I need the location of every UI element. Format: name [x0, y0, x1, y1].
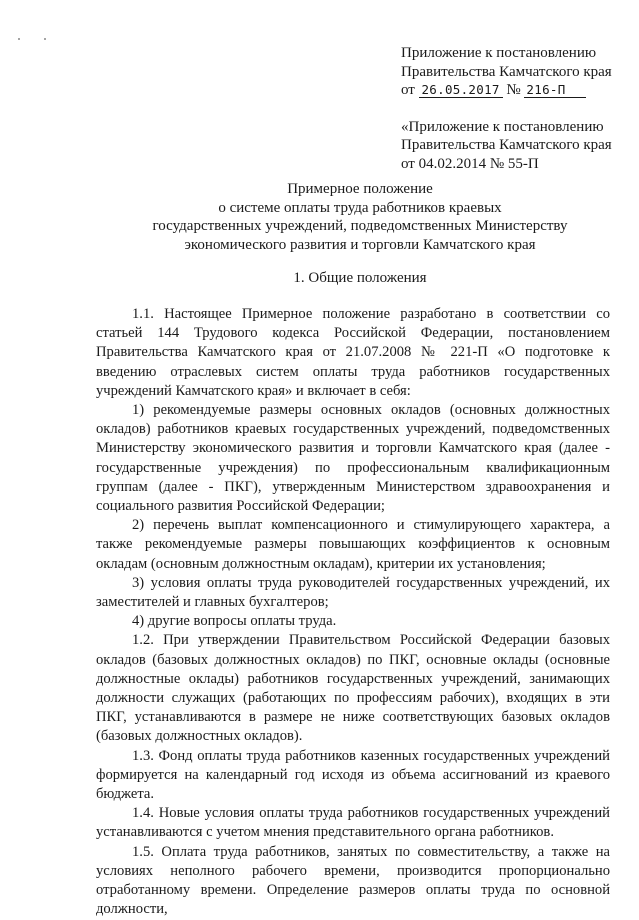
paragraph: 1.1. Настоящее Примерное положение разработано в соответствии со статьей 144 Трудового кодекса Российской Федерации, постановлением Правительства Камчатского края от 21.07.2008 № 221-П «О подготовке к введению отраслевых систем оплаты труда работников государственных учреждений Камчатского края» и включает в себя:: [96, 306, 610, 399]
appendix-line: Правительства Камчатского края: [401, 63, 612, 80]
header-spacer: [401, 100, 612, 118]
paragraph: 1) рекомендуемые размеры основных окладов (основных должностных окладов) работников краевых государственных учреждений, подведомственных Министерству экономического развития и торговли Камчатского края (далее - государственные учреждения) по профессиональным квалификационным группам (далее - ПКГ), утвержденным Министерством здравоохранения и социального развития Российской Федерации;: [96, 402, 610, 515]
paragraph: 1.2. При утверждении Правительством Российской Федерации базовых окладов (базовых должностных окладов) по ПКГ, основные оклады (основные должностные оклады) работников государственных учреждений, занимающих должности служащих (работающих по профессиям рабочих), входящих в эти ПКГ, устанавливаются в размере не ниже соответствующих базовых окладов (базовых должностных окладов).: [96, 632, 610, 745]
previous-appendix-line: «Приложение к постановлению: [401, 118, 604, 135]
appendix-line: Приложение к постановлению: [401, 45, 597, 61]
previous-appendix-line: от 04.02.2014 № 55-П: [401, 155, 539, 172]
title-line: о системе оплаты труда работников краевых: [218, 199, 502, 216]
document-body: [96, 305, 610, 920]
appendix-date-line: [401, 81, 612, 100]
paragraph: 4) другие вопросы оплаты труда.: [132, 613, 337, 630]
section-heading: 1. Общие положения: [293, 270, 427, 286]
number-label: №: [506, 82, 521, 98]
from-label: от: [401, 82, 415, 98]
handwritten-number: 216-П: [524, 83, 586, 98]
paragraph: 3) условия оплаты труда руководителей государственных учреждений, их заместителей и главных бухгалтеров;: [96, 574, 610, 611]
paragraph: 1.4. Новые условия оплаты труда работников государственных учреждений устанавливаются с учетом мнения представительного органа работников.: [96, 805, 610, 841]
paragraph: 1.3. Фонд оплаты труда работников казенных государственных учреждений формируется на календарный год исходя из объема ассигнований из краевого бюджета.: [96, 747, 610, 803]
title-line: Примерное положение: [287, 181, 433, 197]
appendix-header: [401, 44, 612, 173]
scan-speck: [18, 38, 20, 40]
title-line: государственных учреждений, подведомственных Министерству: [152, 218, 568, 234]
document-title: [150, 180, 570, 254]
scan-speck: [44, 38, 46, 40]
previous-appendix-line: Правительства Камчатского края: [401, 137, 612, 153]
handwritten-date: 26.05.2017: [419, 83, 503, 98]
title-line: экономического развития и торговли Камчатского края: [184, 236, 536, 253]
paragraph: 2) перечень выплат компенсационного и стимулирующего характера, а также рекомендуемые размеры повышающих коэффициентов к основным окладам (основным должностным окладам), критерии их установления;: [96, 517, 610, 572]
paragraph: 1.5. Оплата труда работников, занятых по совместительству, а также на условиях неполного рабочего времени, производится пропорционально отработанному времени. Определение размеров оплаты труда по основной должности,: [96, 843, 610, 918]
